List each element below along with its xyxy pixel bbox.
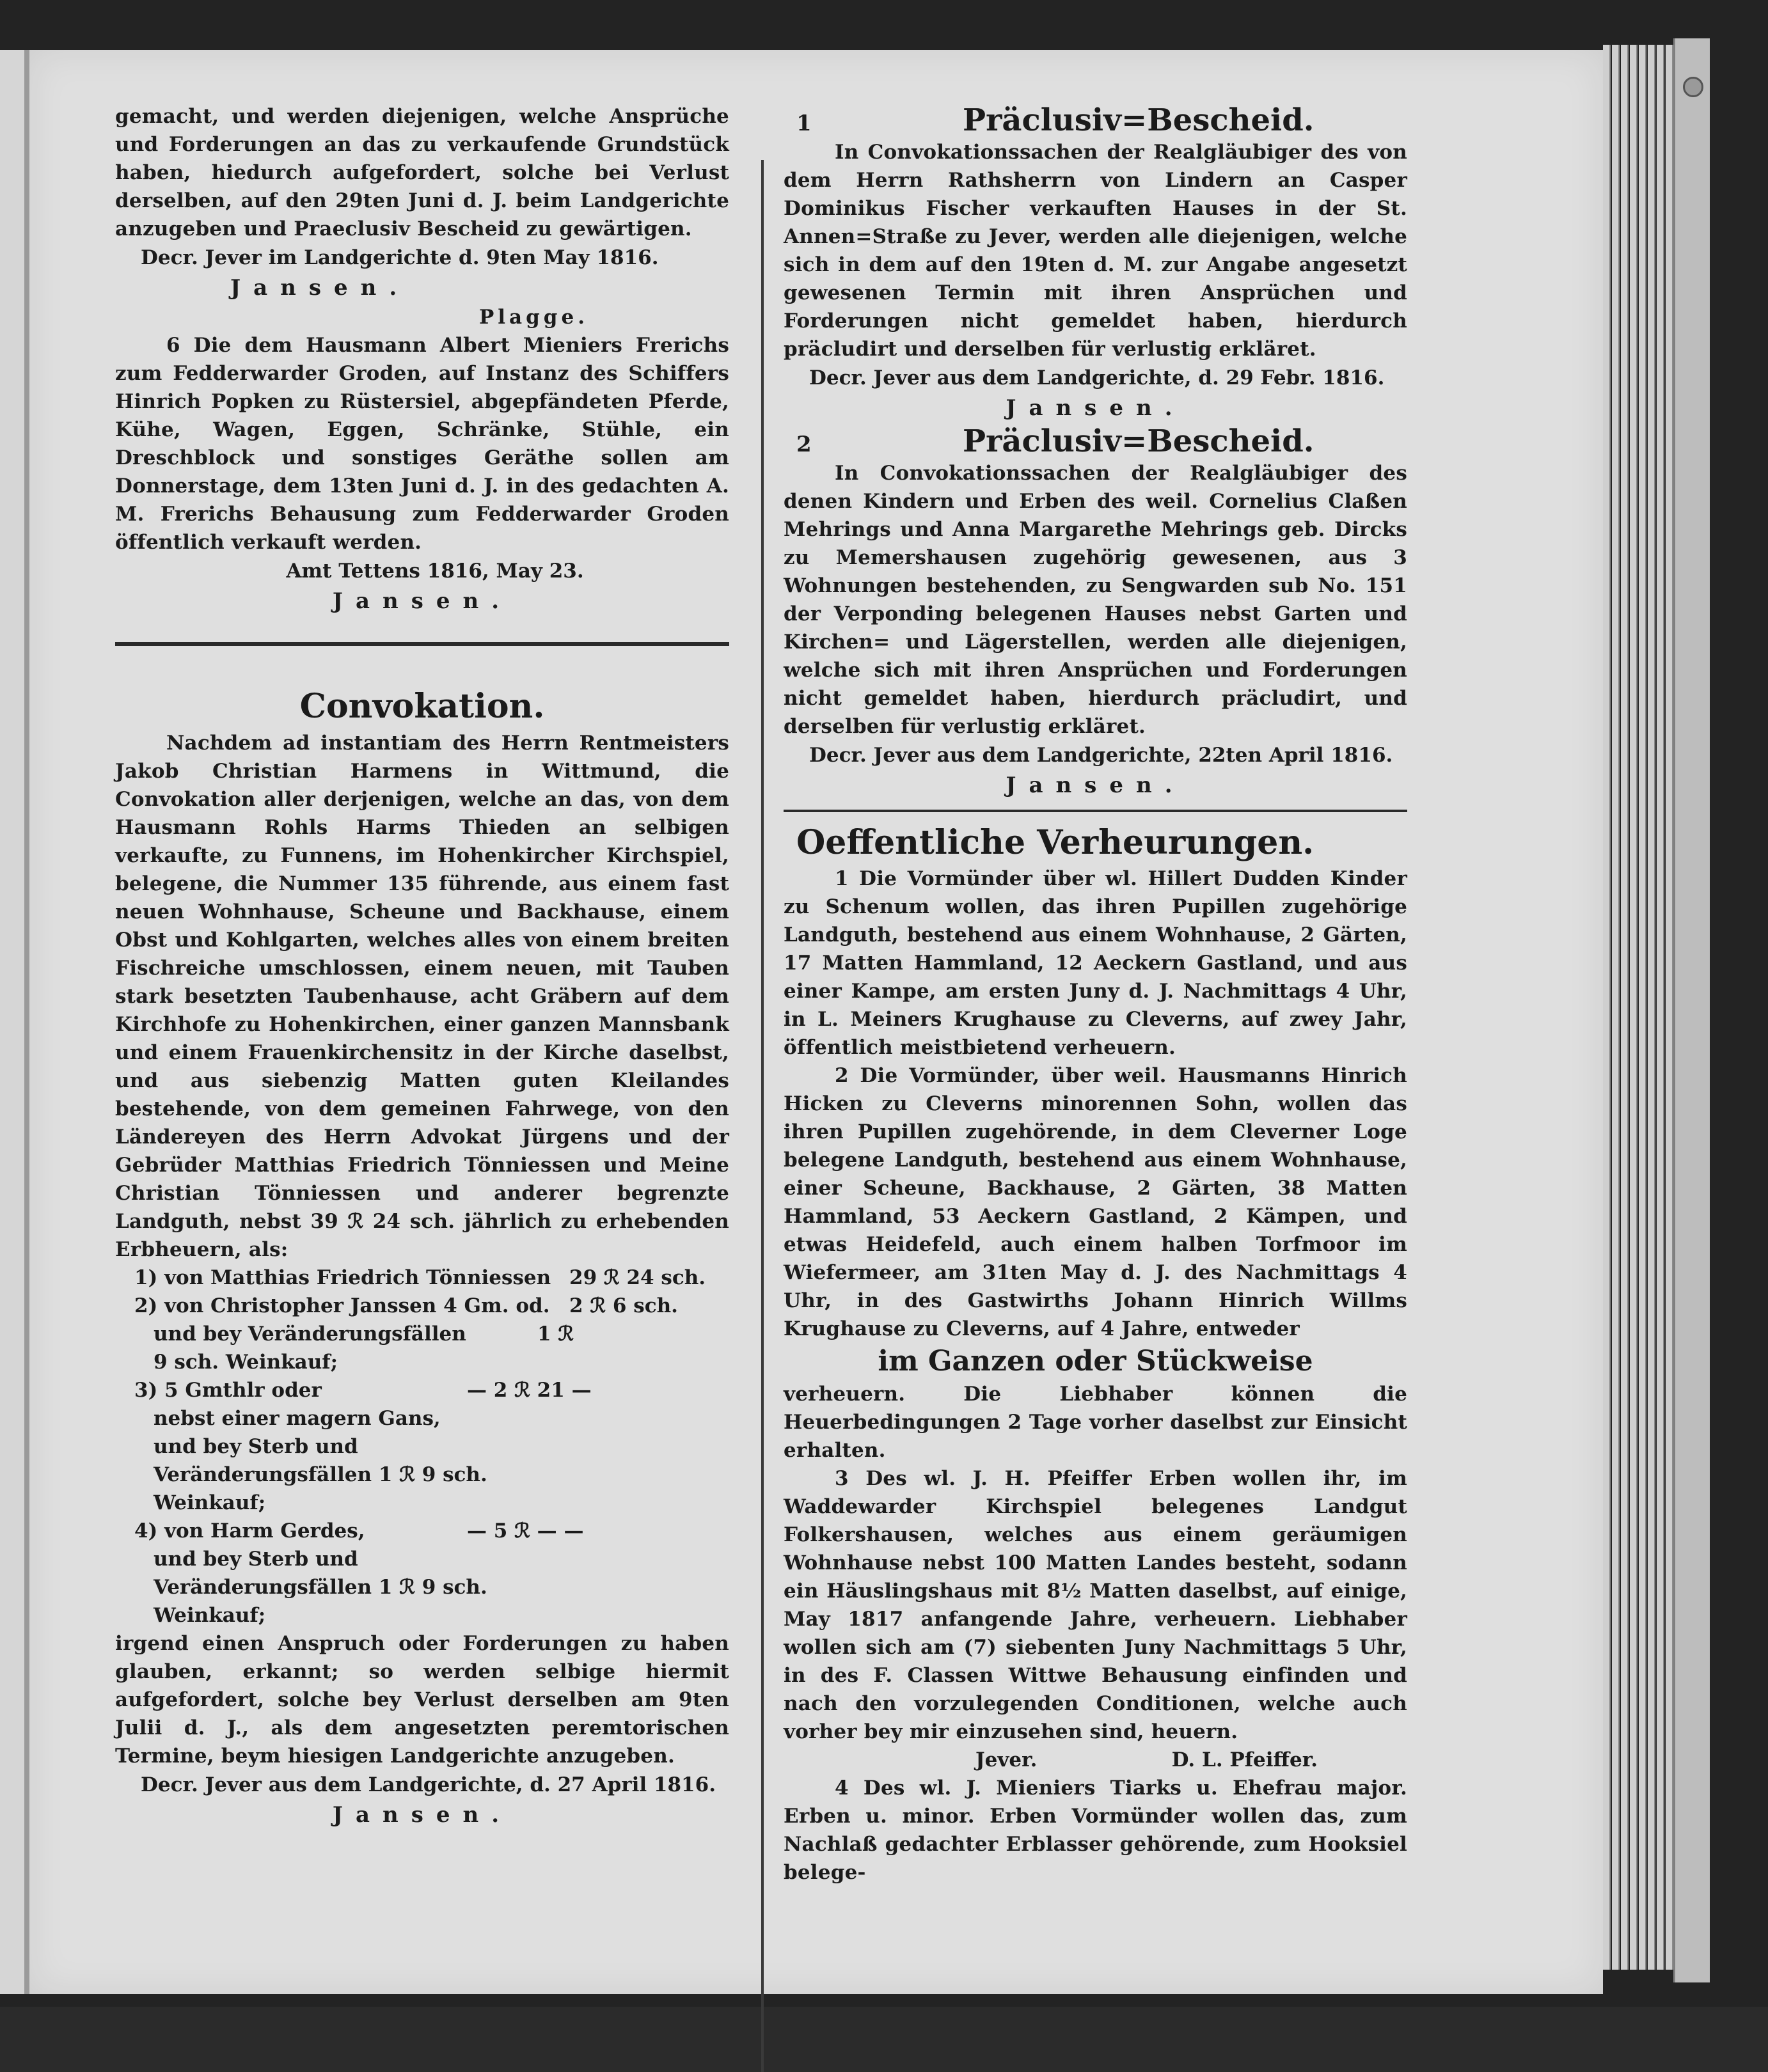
- convokation-signature: Jansen.: [332, 1802, 512, 1828]
- praeclusiv-2-body: In Convokationssachen der Realgläubiger des denen Kindern und Erben des weil. Cornelius Claßen Mehrings und Anna Margarethe Mehrings geb. Dircks zu Memershausen zugehörig gewesenen, aus 3 Wohnungen bestehenden, zu Sengwarden sub No. 151 der Verponding belegenen Hauses nebst Garten und Kirchen= und Lägerstellen, werden alle diejenigen, welche sich mit ihren Ansprüchen und Forderungen nicht gemeldet haben, hierdurch präcludirt, und derselben für verlustig erkläret.: [784, 462, 1407, 738]
- binding-hole-icon: [1683, 77, 1703, 97]
- list-item: 2) von Christopher Janssen 4 Gm. od. 2 ℛ 6 sch.: [134, 1294, 678, 1317]
- convokation-tail: irgend einen Anspruch oder Forderungen zu haben glauben, erkannt; so werden selbige hiermit aufgefordert, solche bey Verlust derselben am 9ten Julii d. J., als dem angesetzten peremtorischen Termine, beym hiesigen Landgerichte anzugeben.: [115, 1632, 729, 1768]
- left-page-edge: [0, 50, 29, 1994]
- list-item: nebst einer magern Gans,: [154, 1407, 441, 1430]
- book-page-edges: [1603, 45, 1673, 1970]
- heuer-list: [115, 1264, 729, 1629]
- convokation-body: Nachdem ad instantiam des Herrn Rentmeisters Jakob Christian Harmens in Wittmund, die Convokation aller derjenigen, welche an das, von dem Hausmann Rohls Harms Thieden an selbigen verkaufte, zu Funnens, im Hohenkircher Kirchspiel, belegene, die Nummer 135 führende, aus einem fast neuen Wohnhause, Scheune und Backhause, einem Obst und Kohlgarten, welches alles von einem breiten Fischreiche umschlossen, einem neuen, mit Tauben stark besetzten Taubenhause, acht Gräbern auf dem Kirchhofe zu Hohenkirchen, einer ganzen Mannsbank und einem Frauenkirchensitz in der Kirche daselbst, und aus siebenzig Matten guten Kleilandes bestehende, von dem gemeinen Fahrwege, von den Ländereyen des Herrn Advokat Jürgens und der Gebrüder Matthias Friedrich Tönniessen und Meine Christian Tönniessen und anderer begrenzte Landguth, nebst 39 ℛ 24 sch. jährlich zu erhebenden Erbheuern, als:: [115, 732, 729, 1261]
- verheurung-2-emphasis: im Ganzen oder Stückweise: [878, 1345, 1313, 1377]
- section-rule: [115, 642, 729, 646]
- list-item: und bey Veränderungsfällen 1 ℛ: [154, 1322, 574, 1346]
- right-column: [784, 102, 1407, 1887]
- praeclusiv-2-title: Präclusiv=Bescheid.: [963, 423, 1314, 459]
- verheurung-3-signature: [784, 1746, 1407, 1774]
- praeclusiv-1-signature: Jansen.: [1006, 395, 1185, 421]
- item-6-signature: Jansen.: [332, 588, 512, 614]
- convokation-title: Convokation.: [299, 687, 545, 726]
- list-item: und bey Sterb und Veränderungsfällen 1 ℛ 9 sch.: [154, 1435, 487, 1486]
- verheurung-2: 2 Die Vormünder, über weil. Hausmanns Hinrich Hicken zu Cleverns minorennen Sohn, wollen das ihren Pupillen zugehörende, in dem Cleverner Loge belegene Landguth, bestehend aus einem Wohnhause, einer Scheune, Backhause, 2 Gärten, 38 Matten Hammland, 53 Aeckern Gastland, 2 Kämpen, und etwas Heidefeld, auch einem halben Torfmoor im Wiefermeer, am 31ten May d. J. des Nachmittags 4 Uhr, in des Gastwirths Johann Hinrich Willms Krughause zu Cleverns, auf 4 Jahre, entweder: [784, 1064, 1407, 1340]
- book-cover-edge: [1673, 38, 1710, 1982]
- verheurung-1: 1 Die Vormünder über wl. Hillert Dudden Kinder zu Schenum wollen, das ihren Pupillen zugehörige Landguth, bestehend aus einem Wohnhause, 2 Gärten, 17 Matten Hammland, 12 Aeckern Gastland, und aus einer Kampe, am ersten Juny d. J. Nachmittags 4 Uhr, in L. Meiners Krughause zu Cleverns, auf zwey Jahr, öffentlich meistbietend verheuern.: [784, 867, 1407, 1059]
- plagge-heading: Plagge.: [478, 306, 588, 329]
- verheurung-4: 4 Des wl. J. Mieniers Tiarks u. Ehefrau major. Erben u. minor. Erben Vormünder wollen das, zum Nachlaß gedachter Erblasser gehörende, zum Hooksiel belege-: [784, 1777, 1407, 1884]
- praeclusiv-2-heading: [784, 423, 1407, 459]
- item-6-decree: Amt Tettens 1816, May 23.: [286, 560, 584, 583]
- praeclusiv-1-heading: [784, 102, 1407, 138]
- verheurungen-title: Oeffentliche Verheurungen.: [796, 823, 1314, 862]
- signature-name: D. L. Pfeiffer.: [1171, 1748, 1318, 1771]
- list-item: 9 sch. Weinkauf;: [154, 1351, 338, 1374]
- continued-signature: Jansen.: [230, 275, 410, 301]
- notice-number: 1: [796, 111, 812, 136]
- praeclusiv-1-body: In Convokationssachen der Realgläubiger des von dem Herrn Rathsherrn von Lindern an Casper Dominikus Fischer verkauften Hauses in der St. Annen=Straße zu Jever, werden alle diejenigen, welche sich in dem auf den 19ten d. M. zur Angabe angesetzt gewesenen Termin mit ihren Ansprüchen und Forderungen nicht gemeldet haben, hierdurch präcludirt und derselben für verlustig erkläret.: [784, 141, 1407, 361]
- list-item: Weinkauf;: [154, 1604, 266, 1627]
- praeclusiv-1-decree: Decr. Jever aus dem Landgerichte, d. 29 Febr. 1816.: [809, 366, 1385, 389]
- signature-place: Jever.: [975, 1748, 1038, 1771]
- continued-decree: Decr. Jever im Landgerichte d. 9ten May 1816.: [141, 246, 659, 269]
- list-item: 1) von Matthias Friedrich Tönniessen 29 ℛ 24 sch.: [134, 1266, 706, 1289]
- verheurung-2-tail: verheuern. Die Liebhaber können die Heuerbedingungen 2 Tage vorher daselbst zur Einsicht erhalten.: [784, 1383, 1407, 1462]
- verheurung-3: 3 Des wl. J. H. Pfeiffer Erben wollen ihr, im Waddewarder Kirchspiel belegenes Landgut Folkershausen, welches aus einem geräumigen Wohnhause nebst 100 Matten Landes besteht, sodann ein Häuslingshaus mit 8½ Matten daselbst, auf einige, May 1817 anfangende Jahre, verheuern. Liebhaber wollen sich am (7) siebenten Juny Nachmittags 5 Uhr, in des F. Classen Wittwe Behausung einfinden und nach den vorzulegenden Conditionen, welche auch vorher bey mir einzusehen sind, heuern.: [784, 1467, 1407, 1743]
- notice-number: 2: [796, 432, 812, 457]
- list-item: und bey Sterb und Veränderungsfällen 1 ℛ 9 sch.: [154, 1548, 487, 1599]
- section-rule: [784, 810, 1407, 812]
- convokation-decree: Decr. Jever aus dem Landgerichte, d. 27 April 1816.: [141, 1773, 716, 1796]
- list-item: 4) von Harm Gerdes, — 5 ℛ — —: [134, 1519, 584, 1542]
- left-column: [115, 102, 729, 1830]
- praeclusiv-1-title: Präclusiv=Bescheid.: [963, 102, 1314, 138]
- praeclusiv-2-decree: Decr. Jever aus dem Landgerichte, 22ten April 1816.: [809, 744, 1393, 767]
- praeclusiv-2-signature: Jansen.: [1006, 773, 1185, 798]
- list-item: 3) 5 Gmthlr oder — 2 ℛ 21 —: [134, 1379, 592, 1402]
- column-divider: [761, 160, 764, 2072]
- item-6-notice: 6 Die dem Hausmann Albert Mieniers Frerichs zum Fedderwarder Groden, auf Instanz des Schiffers Hinrich Popken zu Rüstersiel, abgepfändeten Pferde, Kühe, Wagen, Eggen, Schränke, Stühle, ein Dreschblock und sonstiges Geräthe sollen am Donnerstage, dem 13ten Juni d. J. in des gedachten A. M. Frerichs Behausung zum Fedderwarder Groden öffentlich verkauft werden.: [115, 334, 729, 554]
- list-item: Weinkauf;: [154, 1491, 266, 1514]
- continued-notice: gemacht, und werden diejenigen, welche Ansprüche und Forderungen an das zu verkaufende Grundstück haben, hiedurch aufgefordert, solche bei Verlust derselben, auf den 29ten Juni d. J. beim Landgerichte anzugeben und Praeclusiv Bescheid zu gewärtigen.: [115, 105, 729, 240]
